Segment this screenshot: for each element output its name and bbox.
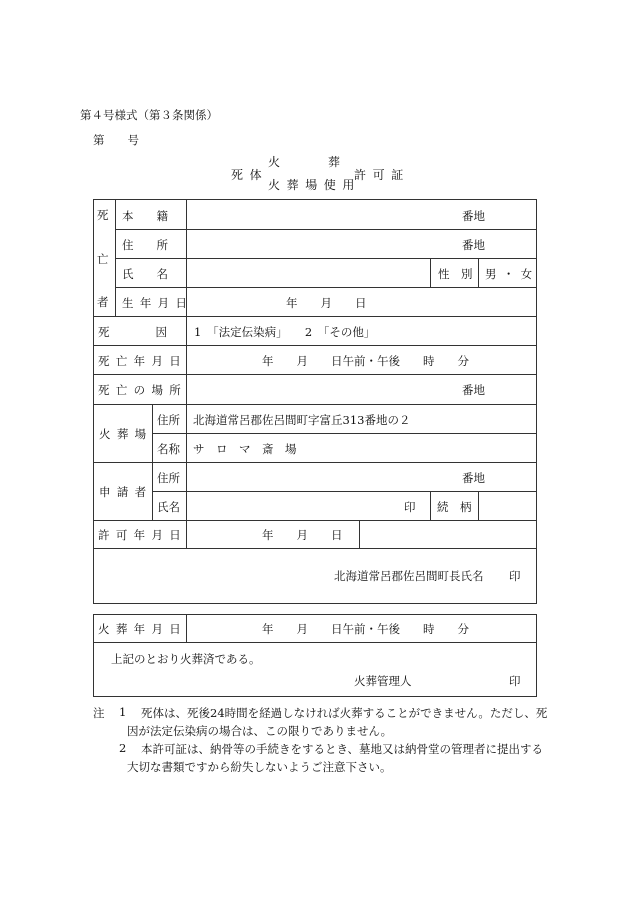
domicile-suffix: 番地	[462, 209, 485, 223]
cremation-seal: 印	[509, 674, 521, 688]
note-2-number: 2	[119, 741, 127, 755]
col-divider	[430, 258, 431, 287]
permit-date-label: 許可年月日	[98, 528, 188, 542]
cremation-date-value: 年 月 日午前・午後 時 分	[262, 622, 469, 636]
crematorium-label: 火葬場	[99, 427, 153, 441]
address-label: 住 所	[122, 238, 168, 252]
sex-label: 性 別	[438, 267, 473, 281]
domicile-label: 本 籍	[122, 209, 168, 223]
form-number: 第４号様式（第３条関係）	[80, 108, 218, 122]
row-divider	[115, 229, 537, 230]
birth-value: 年 月 日	[286, 296, 367, 310]
title-top: 火 葬	[268, 155, 341, 169]
title-bottom: 火葬場使用	[268, 178, 362, 192]
row-divider	[115, 287, 537, 288]
row-divider	[93, 520, 537, 521]
row-divider	[93, 404, 537, 405]
death-date-value: 年 月 日午前・午後 時 分	[262, 354, 469, 368]
applicant-label: 申請者	[99, 485, 153, 499]
cause-label: 死 因	[98, 325, 167, 339]
crematorium-address-value: 北海道常呂郡佐呂間町字富丘313番地の２	[193, 413, 411, 427]
permit-form-table	[93, 199, 537, 604]
row-divider	[93, 548, 537, 549]
row-divider	[93, 345, 537, 346]
col-divider	[115, 199, 116, 316]
note-2-line-1: 本許可証は、納骨等の手続きをするとき、墓地又は納骨堂の管理者に提出する	[141, 742, 544, 756]
row-divider	[93, 462, 537, 463]
cremation-manager: 火葬管理人	[354, 674, 412, 688]
deceased-label-char: 亡	[97, 252, 109, 266]
address-suffix: 番地	[462, 238, 485, 252]
crematorium-address-label: 住所	[157, 413, 180, 427]
name-label: 氏 名	[122, 267, 168, 281]
applicant-address-suffix: 番地	[462, 471, 485, 485]
cause-value: 1 「法定伝染病」 2 「その他」	[194, 325, 376, 339]
permit-date-value: 年 月 日	[262, 528, 343, 542]
crematorium-name-label: 名称	[157, 442, 180, 456]
row-divider	[93, 642, 537, 643]
crematorium-name-value: サ ロ マ 斎 場	[193, 442, 297, 456]
title-right: 許可証	[354, 168, 410, 182]
col-divider	[478, 491, 479, 520]
applicant-seal: 印	[404, 500, 416, 514]
row-divider	[115, 258, 537, 259]
row-divider	[93, 316, 537, 317]
death-place-label: 死亡の場所	[98, 383, 188, 397]
note-1-line-1: 死体は、死後24時間を経過しなければ火葬することができません。ただし、死	[141, 706, 548, 720]
death-date-label: 死亡年月日	[98, 354, 188, 368]
deceased-label-char: 者	[97, 295, 109, 309]
col-divider	[152, 404, 153, 520]
col-divider	[359, 520, 360, 548]
death-place-suffix: 番地	[462, 383, 485, 397]
col-divider	[186, 199, 187, 548]
note-2-line-2: 大切な書類ですから紛失しないようご注意下さい。	[127, 760, 392, 774]
cremation-date-label: 火葬年月日	[98, 622, 188, 636]
title-left: 死体	[231, 168, 269, 182]
cremation-statement: 上記のとおり火葬済である。	[111, 652, 261, 666]
col-divider	[430, 491, 431, 520]
issuer-name: 北海道常呂郡佐呂間町長氏名	[334, 569, 484, 583]
col-divider	[478, 258, 479, 287]
deceased-label-char: 死	[97, 208, 109, 222]
applicant-name-label: 氏名	[157, 500, 180, 514]
applicant-address-label: 住所	[157, 471, 180, 485]
relation-label: 続 柄	[437, 500, 472, 514]
row-divider	[152, 433, 537, 434]
document-number-label: 第 号	[93, 133, 139, 147]
issuer-seal: 印	[509, 569, 521, 583]
notes-prefix: 注	[93, 706, 105, 720]
row-divider	[152, 491, 537, 492]
row-divider	[93, 374, 537, 375]
note-1-line-2: 因が法定伝染病の場合は、この限りでありません。	[127, 724, 393, 738]
note-1-number: 1	[119, 705, 127, 719]
birth-label: 生年月日	[122, 296, 194, 310]
sex-value: 男・女	[485, 267, 539, 281]
